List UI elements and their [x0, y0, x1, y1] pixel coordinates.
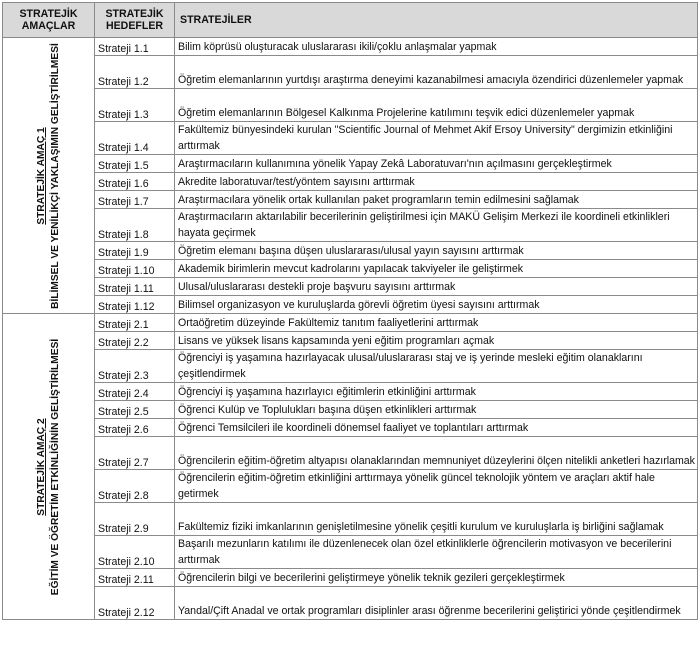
strategy-description: Ortaöğretim düzeyinde Fakültemiz tanıtım faaliyetlerini arttırmak — [175, 314, 698, 332]
strategic-goal-title: STRATEJİK AMAÇ 1 — [35, 126, 47, 225]
strategy-description: Öğrencilerin eğitim-öğretim altyapısı olanaklarından memnuniyet düzeylerini ölçen nitelikli anketleri hazırlamak — [175, 437, 698, 470]
table-row — [3, 536, 698, 569]
table-row — [3, 278, 698, 296]
header-strategic-goals-line1: STRATEJİK — [19, 8, 78, 20]
table-row — [3, 38, 698, 56]
strategy-code: Strateji 2.3 — [95, 350, 175, 383]
strategy-description: Fakültemiz fiziki imkanlarının genişletilmesine yönelik çeşitli kurulum ve kuruluşlarla iş birliğini sağlamak — [175, 503, 698, 536]
strategy-code: Strateji 1.6 — [95, 173, 175, 191]
strategy-code: Strateji 1.10 — [95, 260, 175, 278]
strategy-code: Strateji 1.3 — [95, 89, 175, 122]
strategy-table — [2, 2, 698, 620]
table-row — [3, 350, 698, 383]
table-row — [3, 569, 698, 587]
strategy-code: Strateji 1.4 — [95, 122, 175, 155]
table-row — [3, 89, 698, 122]
table-row — [3, 503, 698, 536]
table-row — [3, 209, 698, 242]
table-header — [3, 3, 698, 38]
header-strategic-goals — [3, 3, 95, 38]
strategy-code: Strateji 2.5 — [95, 401, 175, 419]
strategy-code: Strateji 2.9 — [95, 503, 175, 536]
strategy-code: Strateji 2.10 — [95, 536, 175, 569]
table-row — [3, 155, 698, 173]
table-row — [3, 419, 698, 437]
table-row — [3, 332, 698, 350]
strategy-description: Akademik birimlerin mevcut kadrolarını yapılacak takviyeler ile geliştirmek — [175, 260, 698, 278]
strategy-code: Strateji 1.2 — [95, 56, 175, 89]
strategy-description: Öğrenci Kulüp ve Toplulukları başına düşen etkinlikleri arttırmak — [175, 401, 698, 419]
strategy-code: Strateji 2.7 — [95, 437, 175, 470]
strategy-code: Strateji 1.7 — [95, 191, 175, 209]
table-row — [3, 122, 698, 155]
table-row — [3, 314, 698, 332]
strategy-description: Akredite laboratuvar/test/yöntem sayısını arttırmak — [175, 173, 698, 191]
table-row — [3, 437, 698, 470]
strategy-description: Başarılı mezunların katılımı ile düzenlenecek olan özel etkinliklerle öğrencilerin motivasyon ve becerilerini arttırmak — [175, 536, 698, 569]
strategy-description: Bilimsel organizasyon ve kuruluşlarda görevli öğretim üyesi sayısını arttırmak — [175, 296, 698, 314]
table-row — [3, 173, 698, 191]
strategy-description: Öğrenciyi iş yaşamına hazırlayıcı eğitimlerin etkinliğini arttırmak — [175, 383, 698, 401]
header-strategic-targets-line2: HEDEFLER — [105, 20, 164, 32]
strategy-description: Öğretim elemanı başına düşen uluslararası/ulusal yayın sayısını arttırmak — [175, 242, 698, 260]
header-strategies: STRATEJİLER — [175, 3, 698, 38]
strategic-goal-cell — [3, 38, 95, 314]
header-strategic-targets-line1: STRATEJİK — [105, 8, 164, 20]
strategy-code: Strateji 1.9 — [95, 242, 175, 260]
strategy-code: Strateji 1.12 — [95, 296, 175, 314]
strategy-description: Araştırmacıların aktarılabilir becerilerinin geliştirilmesi için MAKÜ Gelişim Merkezi ile koordineli etkinlikleri hayata geçirmek — [175, 209, 698, 242]
table-row — [3, 56, 698, 89]
strategic-goal-label — [35, 43, 63, 309]
strategy-description: Araştırmacılara yönelik ortak kullanılan paket programların temin edilmesini sağlamak — [175, 191, 698, 209]
strategy-description: Öğrencilerin eğitim-öğretim etkinliğini arttırmaya yönelik güncel teknolojik yöntem ve araçları aktif hale getirmek — [175, 470, 698, 503]
table-row — [3, 242, 698, 260]
table-row — [3, 470, 698, 503]
strategy-description: Bilim köprüsü oluşturacak uluslararası ikili/çoklu anlaşmalar yapmak — [175, 38, 698, 56]
strategic-goal-cell — [3, 314, 95, 620]
strategy-description: Öğretim elemanlarının Bölgesel Kalkınma Projelerine katılımını teşvik edici düzenlemeler yapmak — [175, 89, 698, 122]
header-strategic-targets — [95, 3, 175, 38]
table-body — [3, 38, 698, 620]
strategic-goal-title: STRATEJİK AMAÇ 2 — [35, 417, 47, 516]
strategy-code: Strateji 2.1 — [95, 314, 175, 332]
strategy-description: Fakültemiz bünyesindeki kurulan "Scientific Journal of Mehmet Akif Ersoy University" dergimizin etkinliğini arttırmak — [175, 122, 698, 155]
strategy-code: Strateji 2.8 — [95, 470, 175, 503]
strategy-description: Araştırmacıların kullanımına yönelik Yapay Zekâ Laboratuvarı'nın açılmasını gerçekleştirmek — [175, 155, 698, 173]
strategy-code: Strateji 2.12 — [95, 587, 175, 620]
strategic-goal-label — [35, 338, 63, 594]
strategy-description: Öğrenciyi iş yaşamına hazırlayacak ulusal/uluslararası staj ve iş yerinde mesleki eğitim olanaklarını çeşitlendirmek — [175, 350, 698, 383]
strategy-description: Ulusal/uluslararası destekli proje başvuru sayısını arttırmak — [175, 278, 698, 296]
strategy-code: Strateji 2.11 — [95, 569, 175, 587]
strategy-description: Lisans ve yüksek lisans kapsamında yeni eğitim programları açmak — [175, 332, 698, 350]
strategic-goal-subtitle: BİLİMSEL VE YENİLİKÇİ YAKLAŞIMIN GELİŞTİRİLMESİ — [49, 42, 61, 309]
strategy-code: Strateji 1.5 — [95, 155, 175, 173]
strategy-code: Strateji 2.2 — [95, 332, 175, 350]
strategic-goal-subtitle: EĞİTİM VE ÖĞRETİM ETKİNLİĞİNİN GELİŞTİRİLMESİ — [49, 338, 61, 595]
strategy-code: Strateji 2.4 — [95, 383, 175, 401]
table-row — [3, 401, 698, 419]
header-strategic-goals-line2: AMAÇLAR — [21, 20, 76, 32]
strategy-code: Strateji 1.8 — [95, 209, 175, 242]
strategy-code: Strateji 1.11 — [95, 278, 175, 296]
table-row — [3, 260, 698, 278]
strategy-description: Öğrencilerin bilgi ve becerilerini geliştirmeye yönelik teknik gezileri gerçekleştirmek — [175, 569, 698, 587]
strategy-code: Strateji 1.1 — [95, 38, 175, 56]
strategy-code: Strateji 2.6 — [95, 419, 175, 437]
table-row — [3, 296, 698, 314]
table-row — [3, 383, 698, 401]
strategy-description: Yandal/Çift Anadal ve ortak programları disiplinler arası öğrenme becerilerini geliştirici yönde çeşitlendirmek — [175, 587, 698, 620]
strategy-description: Öğrenci Temsilcileri ile koordineli dönemsel faaliyet ve toplantıları arttırmak — [175, 419, 698, 437]
table-row — [3, 587, 698, 620]
strategy-description: Öğretim elemanlarının yurtdışı araştırma deneyimi kazanabilmesi amacıyla özendirici düzenlemeler yapmak — [175, 56, 698, 89]
table-row — [3, 191, 698, 209]
